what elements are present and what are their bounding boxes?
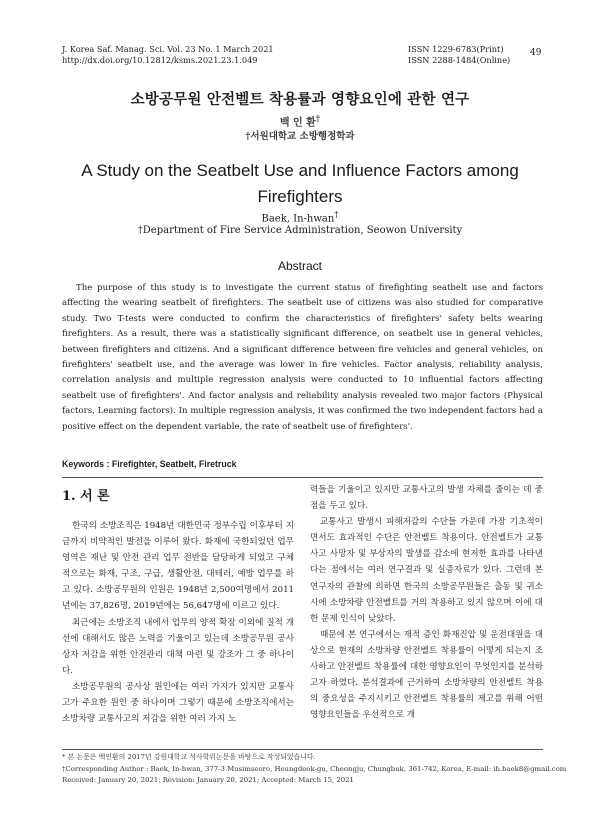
korean-author [0,113,600,128]
english-title-line2: Firefighters [257,187,343,206]
left-column [62,518,294,727]
body-paragraph: 력들을 기울이고 있지만 교통사고의 발생 자체를 줄이는 데 중점을 두고 있다. [310,485,543,512]
page-number: 49 [530,48,542,58]
korean-author-name: 백 인 환 [279,117,316,129]
body-paragraph: 교통사고 발생시 피해저감의 수단들 가운데 가장 기초적이면서도 효과적인 수단은 안전벨트 착용이다. 안전벨트가 교통사고 사망자 및 부상자의 발생를 감소에 현저한 효과를 나타낸다는 점에서는 여러 연구결과 및 실증자료가 있다. 그런데 본 연구자의 관찰에 의하면 한국의 소방공무원들은 출동 및 귀소 시에 소방차량 안전벨트를 거의 착용하고 있지 않으며 이에 대한 문제 인식이 낮았다. [310,517,543,624]
korean-title: 소방공무원 안전벨트 착용률과 영향요인에 관한 연구 [130,91,470,108]
body-paragraph: 최근에는 소방조직 내에서 업무의 양적 확장 이외에 질적 개선에 대해서도 많은 노력을 기울이고 있는데 소방공무원 공사상자 저감을 위한 안전관리 대책 마련 및 강조가 그 중 하나이다. [62,617,294,676]
footnote-divider [62,749,543,750]
footnote-corresponding-author: †Corresponding Author : Baek, In-hwan, 377-3 Musimseoro, Heungdeok-gu, Cheongju, Chungbuk, 361-742, Korea, E-mail: ih.baek8@gmail.com [62,764,567,773]
footnote-dates: Received: January 20, 2021; Revision: January 20, 2021; Accepted: March 15, 2021 [62,776,354,785]
right-column [310,482,543,723]
english-author [0,209,600,224]
doi-link[interactable]: http://dx.doi.org/10.12812/ksms.2021.23.1.049 [62,55,258,65]
section-heading: 1. 서 론 [62,489,110,504]
abstract-text: The purpose of this study is to investigate the current status of firefighting seatbelt use and factors affecting the wearing seatbelt of firefighters. The seatbelt use of citizens was also studied for comparative study. Two T-tests were conducted to confirm the characteristics of firefighters' safety belts wearing firefighters. As a result, there was a statistically significant difference, on seatbelt use in general vehicles, between firefighters and citizens. And a significant difference between fire vehicles and general vehicles, on firefighters' seatbelt use, and the average was lower in fire vehicles. Factor analysis, reliability analysis, correlation analysis and multiple regression analysis were conducted to 10 influential factors affecting seatbelt use of firefighters'. And factor analysis and reliability analysis revealed two major factors (Physical factors, Learning factors). In multiple regression analysis, it was confirmed the two independent factors had a positive effect on the dependent variable, the rate of seatbelt use of firefighters'. [62,283,543,432]
footnotes [62,752,567,787]
journal-citation: J. Korea Saf. Manag. Sci. Vol. 23 No. 1 March 2021 [62,44,274,54]
section-divider [62,477,543,478]
english-title-line1: A Study on the Seatbelt Use and Influence Factors among [81,161,519,180]
footnote-thesis: * 본 논문은 백인환의 2017년 강원대학교 석사학위논문을 바탕으로 작성되었습니다. [62,753,316,761]
journal-header [62,44,274,66]
body-paragraph: 소방공무원의 공사상 원인에는 여러 가지가 있지만 교통사고가 주요한 원인 중 하나이며 그렇기 때문에 소방조직에서는 소방차량 교통사고의 저감을 위한 여러 가지 노 [62,681,294,725]
body-paragraph: 때문에 본 연구에서는 재적 증인 화재진압 및 운전대원을 대상으로 현재의 소방차량 안전벨트 착용률이 어떻게 되는지 조사하고 안전벨트 착용률에 대한 영향요인이 무엇인지를 분석하고자 하였다. 분석결과에 근거하여 소방차량의 안전벨트 착용의 중요성을 주지시키고 안전벨트 착용률의 제고를 위해 어떤 영향요인들을 우선적으로 개 [310,629,543,721]
english-affiliation: †Department of Fire Service Administration, Seowon University [137,225,463,236]
korean-affiliation: †서원대학교 소방행정학과 [245,131,355,142]
english-author-mark: † [334,209,339,219]
keywords: Keywords : Firefighter, Seatbelt, Firetruck [62,459,237,469]
body-paragraph: 한국의 소방조직은 1948년 대한민국 정부수립 이후부터 지금까지 비약적인 발전을 이루어 왔다. 화재에 국한되었던 업무영역은 재난 및 안전 관리 업무 전반을 담당하게 되었고 구체적으로는 화재, 구조, 구급, 생활안전, 대테러, 예방 업무를 하고 있다. 소방공무원의 인원은 1948년 2,500여명에서 2011년에는 37,826명, 2019년에는 56,647명에 이르고 있다. [62,521,294,612]
issn-block [408,44,510,66]
english-author-name: Baek, In-hwan [261,213,335,225]
abstract-heading: Abstract [277,259,322,273]
korean-author-mark: † [315,113,321,123]
issn-online: ISSN 2288-1484(Online) [408,55,511,65]
issn-print: ISSN 1229-6783(Print) [408,44,504,54]
english-title [0,158,600,210]
